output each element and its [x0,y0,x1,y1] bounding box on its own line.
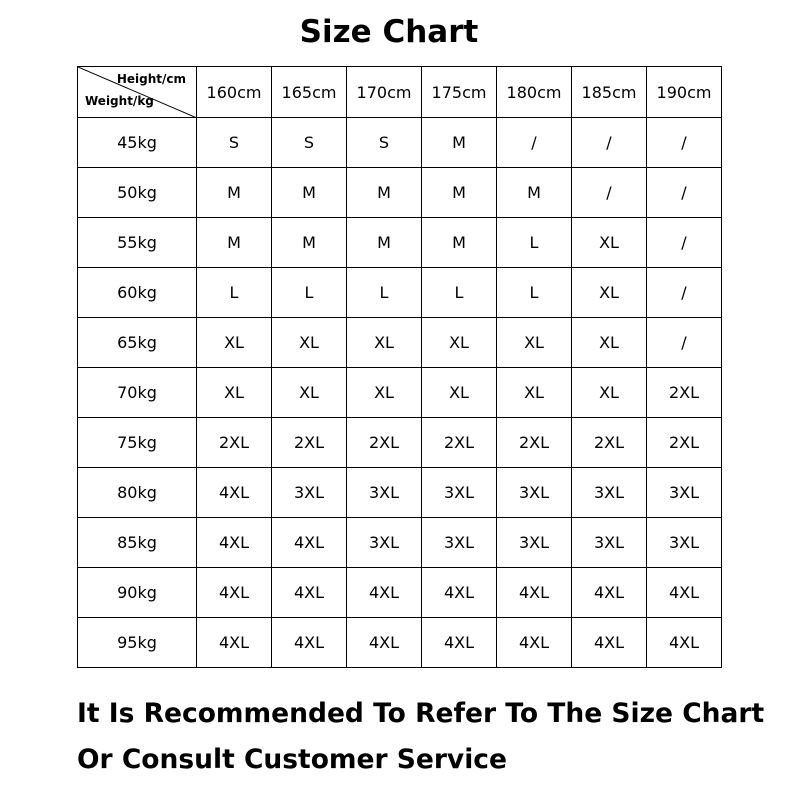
table-row [78,318,722,368]
size-cell: / [497,118,572,168]
footer-recommendation-line: It Is Recommended To Refer To The Size Chart [77,698,765,729]
size-cell: 2XL [572,418,647,468]
size-cell: L [497,218,572,268]
table-row [78,368,722,418]
size-cell: 2XL [647,418,722,468]
size-cell: 3XL [497,468,572,518]
table-header-row [78,67,722,118]
size-cell: 2XL [497,418,572,468]
size-cell: / [572,168,647,218]
size-cell: 4XL [497,618,572,668]
size-cell: 4XL [347,568,422,618]
size-cell: 3XL [647,468,722,518]
size-cell: L [197,268,272,318]
size-cell: 4XL [272,518,347,568]
corner-header-cell [78,67,197,118]
size-cell: M [497,168,572,218]
weight-cell: 50kg [78,168,197,218]
size-cell: / [572,118,647,168]
table-row [78,568,722,618]
weight-cell: 85kg [78,518,197,568]
size-cell: / [647,318,722,368]
size-cell: 4XL [347,618,422,668]
size-cell: M [272,218,347,268]
weight-cell: 80kg [78,468,197,518]
size-cell: XL [347,318,422,368]
size-cell: XL [497,368,572,418]
size-cell: XL [572,318,647,368]
size-cell: M [197,218,272,268]
size-cell: 4XL [647,568,722,618]
size-cell: L [272,268,347,318]
height-header-cell: 190cm [647,67,722,118]
size-cell: 3XL [347,468,422,518]
size-cell: M [347,218,422,268]
height-header-cell: 180cm [497,67,572,118]
size-cell: M [422,168,497,218]
size-cell: 3XL [572,468,647,518]
size-cell: M [422,118,497,168]
size-cell: 4XL [272,568,347,618]
size-cell: 4XL [272,618,347,668]
size-cell: / [647,218,722,268]
size-cell: 4XL [572,568,647,618]
size-cell: 4XL [422,568,497,618]
table-row [78,118,722,168]
table-row [78,168,722,218]
size-cell: XL [272,318,347,368]
size-cell: L [497,268,572,318]
size-cell: XL [347,368,422,418]
size-cell: 3XL [497,518,572,568]
table-row [78,418,722,468]
size-cell: 4XL [197,568,272,618]
size-cell: M [347,168,422,218]
table-row [78,218,722,268]
size-cell: L [422,268,497,318]
size-chart-body [78,67,722,668]
size-cell: 3XL [272,468,347,518]
size-cell: XL [197,368,272,418]
table-row [78,268,722,318]
size-cell: XL [572,218,647,268]
size-cell: S [272,118,347,168]
height-axis-label: Height/cm [116,72,186,86]
weight-cell: 45kg [78,118,197,168]
size-cell: / [647,118,722,168]
size-cell: M [197,168,272,218]
weight-cell: 55kg [78,218,197,268]
size-cell: 2XL [347,418,422,468]
weight-cell: 75kg [78,418,197,468]
weight-axis-label: Weight/kg [85,94,154,108]
height-header-cell: 185cm [572,67,647,118]
size-cell: XL [197,318,272,368]
size-cell: 3XL [647,518,722,568]
size-cell: 4XL [197,518,272,568]
size-cell: S [197,118,272,168]
size-cell: XL [572,368,647,418]
size-cell: 3XL [422,468,497,518]
size-cell: L [347,268,422,318]
size-cell: 4XL [422,618,497,668]
size-cell: 3XL [572,518,647,568]
size-cell: XL [422,368,497,418]
table-row [78,468,722,518]
weight-cell: 65kg [78,318,197,368]
size-cell: XL [272,368,347,418]
size-chart-table [77,66,722,668]
size-cell: S [347,118,422,168]
page-title: Size Chart [299,14,479,50]
weight-cell: 70kg [78,368,197,418]
table-row [78,618,722,668]
size-cell: 2XL [197,418,272,468]
footer-service-line: Or Consult Customer Service [77,744,507,775]
height-header-cell: 175cm [422,67,497,118]
size-cell: / [647,268,722,318]
size-cell: 4XL [647,618,722,668]
size-cell: XL [572,268,647,318]
size-cell: XL [497,318,572,368]
height-header-cell: 165cm [272,67,347,118]
size-cell: 4XL [497,568,572,618]
size-cell: 2XL [272,418,347,468]
size-cell: M [272,168,347,218]
size-cell: M [422,218,497,268]
height-header-cell: 170cm [347,67,422,118]
size-cell: / [647,168,722,218]
weight-cell: 90kg [78,568,197,618]
weight-cell: 95kg [78,618,197,668]
height-header-cell: 160cm [197,67,272,118]
size-cell: 4XL [572,618,647,668]
size-cell: 3XL [347,518,422,568]
size-cell: 3XL [422,518,497,568]
weight-cell: 60kg [78,268,197,318]
size-cell: 2XL [647,368,722,418]
size-cell: 2XL [422,418,497,468]
size-cell: XL [422,318,497,368]
size-cell: 4XL [197,618,272,668]
size-cell: 4XL [197,468,272,518]
table-row [78,518,722,568]
